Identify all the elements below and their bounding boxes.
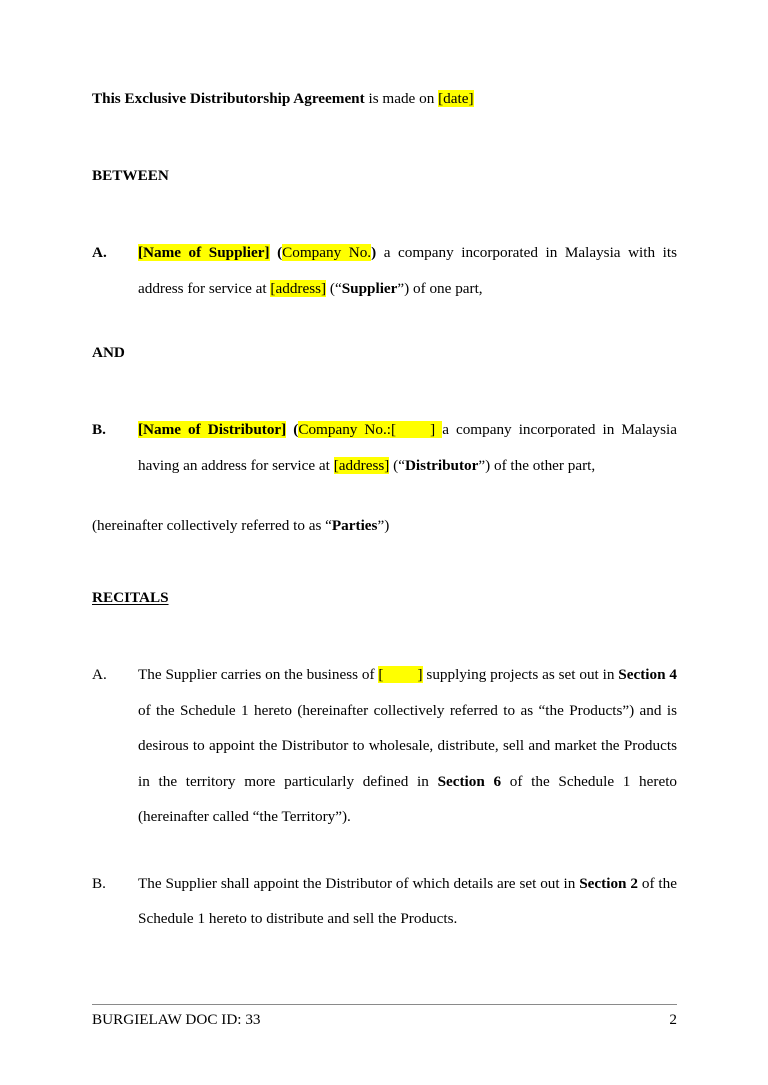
collective-suffix: ”)	[377, 517, 390, 534]
party-a-paren-open: (	[277, 244, 283, 261]
party-clause-b	[92, 412, 677, 483]
recital-a-text	[138, 657, 677, 835]
party-b-paren-open: (	[293, 421, 299, 438]
between-label: BETWEEN	[92, 167, 169, 184]
footer-doc-id: BURGIELAW DOC ID: 33	[92, 1011, 261, 1028]
recital-a-part-4: of the Schedule 1 hereto (hereinafter called “the Territory”).	[138, 772, 678, 825]
collective-prefix: (hereinafter collectively referred to as “	[92, 517, 332, 534]
recital-a-part-2: supplying projects as set out in	[422, 666, 619, 683]
parties-collective-line	[92, 515, 677, 537]
distributor-company-no-open: Company No.:[	[298, 421, 397, 438]
party-a-quote-close: ”) of one part,	[397, 279, 483, 297]
recital-b-part-2: of the Schedule 1 hereto to distribute and sell the Products.	[138, 874, 677, 927]
party-a-paren-close: )	[371, 244, 377, 261]
party-a-quote-open: (“	[326, 279, 342, 297]
footer-row	[92, 1009, 677, 1031]
parties-defined-term: Parties	[331, 517, 378, 534]
agreement-intro-middle: is made on	[364, 90, 439, 107]
recital-a-letter: A.	[92, 666, 107, 683]
party-b-body-1: a company incorporated in Malaysia having an address for service at	[138, 421, 678, 474]
party-a-letter: A.	[92, 244, 107, 261]
business-placeholder	[378, 666, 422, 683]
recital-clause-b	[92, 866, 677, 937]
recital-a-section-ref-2: Section 6	[437, 772, 502, 790]
agreement-title: This Exclusive Distributorship Agreement	[92, 90, 365, 107]
distributor-company-no-close: ]	[430, 421, 443, 438]
footer-divider	[92, 1004, 677, 1005]
party-b-text	[138, 412, 677, 483]
document-body	[92, 88, 677, 937]
recital-b-part-1: The Supplier shall appoint the Distributor of which details are set out in	[138, 874, 580, 892]
business-placeholder-open: [	[378, 666, 384, 683]
recital-a-section-ref-1: Section 4	[618, 666, 677, 683]
distributor-company-no-placeholder	[298, 421, 442, 438]
business-placeholder-close: ]	[417, 666, 423, 683]
recital-b-section-ref: Section 2	[579, 874, 638, 892]
supplier-address-placeholder: [address]	[270, 279, 327, 297]
recital-clause-a	[92, 657, 677, 835]
recital-b-letter: B.	[92, 874, 106, 892]
footer-page-number: 2	[669, 1011, 677, 1028]
supplier-defined-term: Supplier	[341, 279, 398, 297]
party-b-quote-close: ”) of the other part,	[478, 456, 596, 474]
party-a-body-1: a company incorporated in Malaysia with its address for service at	[138, 244, 677, 297]
recital-b-text	[138, 866, 677, 937]
date-placeholder: [date]	[438, 90, 474, 107]
agreement-intro-line	[92, 88, 677, 110]
distributor-defined-term: Distributor	[404, 456, 479, 474]
supplier-company-no-placeholder: Company No.	[282, 244, 372, 261]
page-footer	[92, 1004, 677, 1031]
distributor-name-placeholder: [Name of Distributor]	[138, 421, 287, 438]
party-b-quote-open: (“	[389, 456, 405, 474]
party-a-text	[138, 235, 677, 306]
party-clause-a	[92, 235, 677, 306]
recitals-heading: RECITALS	[92, 589, 169, 606]
distributor-address-placeholder: [address]	[333, 456, 390, 474]
supplier-name-placeholder: [Name of Supplier]	[138, 244, 270, 261]
party-b-letter: B.	[92, 421, 106, 438]
recital-a-part-3: of the Schedule 1 hereto (hereinafter collectively referred to as “the Products”) and is desirous to appoint the Distributor to wholesale, distribute, sell and market the Products in the territory more particularly defined in	[138, 701, 677, 790]
and-label: AND	[92, 344, 125, 361]
recital-a-part-1: The Supplier carries on the business of	[138, 666, 379, 683]
